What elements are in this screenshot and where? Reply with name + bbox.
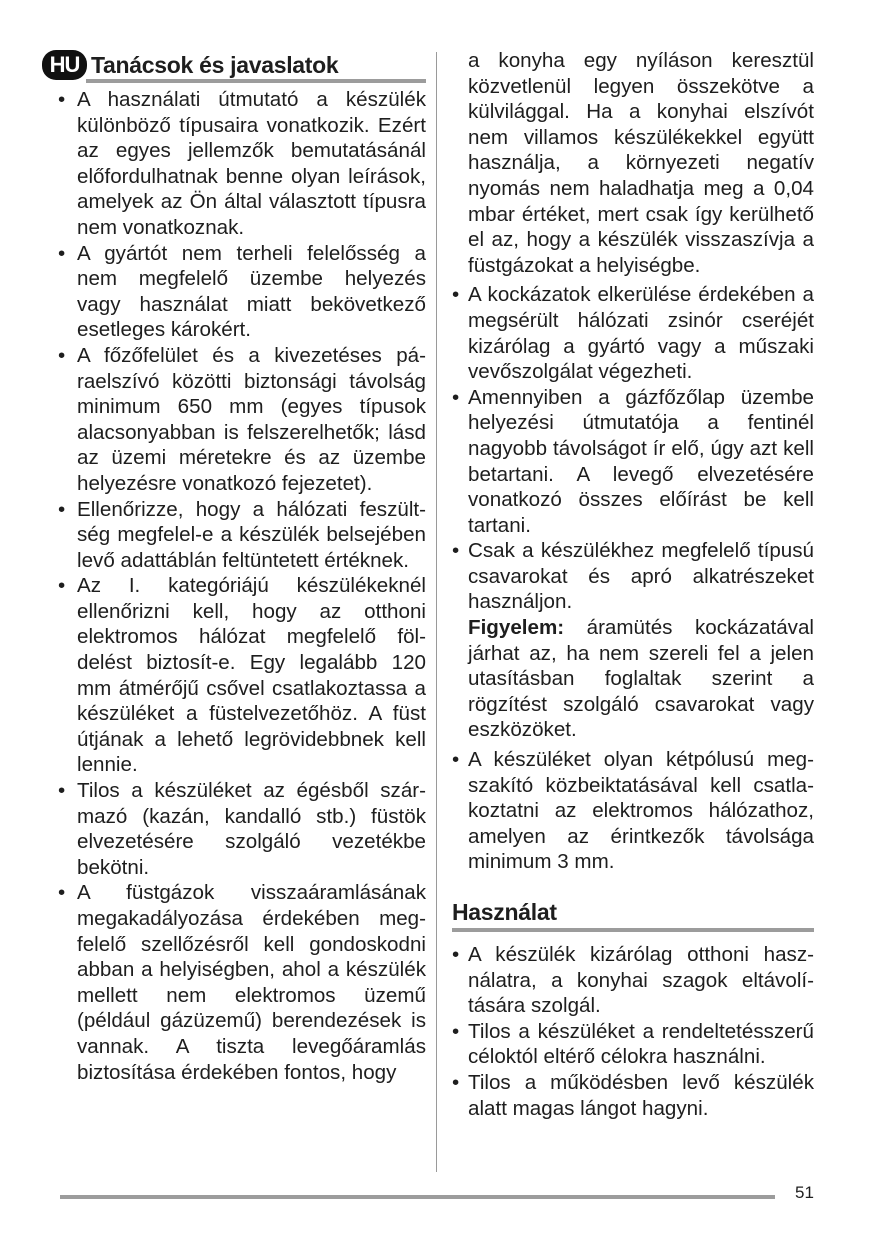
- left-column: [42, 48, 426, 1085]
- list-item: • A készüléket olyan kétpólusú megszakító közbeiktatásával kell csatlakoztatni az elektromos hálózathoz, amelyen az érintkezők távolsága minimum 3 mm.: [452, 747, 814, 875]
- list-item: • A kockázatok elkerülése érdekében a megsérült hálózati zsinór cseréjét kizárólag a gyártó vagy a műszaki vevőszolgálat végezheti.: [452, 282, 814, 384]
- list-item-continuation: a konyha egy nyíláson keresztül közvetlenül legyen összekötve a külvilággal. Ha a konyhai elszívót nem villamos készülékekkel együtt használja, a környezeti negatív nyomás nem haladhatja meg a 0,04 mbar értéket, mert csak így kerülhető el az, hogy a készülék visszaszívja a füstgázokat a helyiségbe.: [468, 49, 814, 277]
- section-title-underline: [452, 928, 814, 932]
- usage-list: [452, 942, 814, 1121]
- section-title-tips: Tanácsok és javaslatok: [91, 51, 339, 78]
- list-item: • A füstgázok visszaáramlásának megakadályozása érdekében megfelelő szellőzésről kell gondoskodni abban a helyiségben, ahol a készülék mellett nem elektromos üzemű (például gázüzemű) berendezések is vannak. A tiszta levegőáramlás biztosítása érdekében fontos, hogy: [42, 880, 426, 1085]
- list-item: • Tilos a készüléket a rendeltetésszerű céloktól eltérő célokra használni.: [452, 1019, 814, 1070]
- warning-text: áramütés kockázatával járhat az, ha nem szereli fel a jelen utasításban foglaltak szerint a rögzítést szolgáló csavarokat vagy eszközöket.: [468, 616, 814, 742]
- section-heading-usage: [452, 899, 814, 932]
- list-item: • Tilos a működésben levő készülék alatt magas lángot hagyni.: [452, 1070, 814, 1121]
- list-item: • Csak a készülékhez megfelelő típusú csavarokat és apró alkatrészeket használjon.: [452, 538, 814, 615]
- tips-list-right: [452, 282, 814, 615]
- warning-note: [452, 615, 814, 743]
- page-number: 51: [795, 1183, 814, 1202]
- language-badge: HU: [42, 50, 87, 80]
- section-title-usage: Használat: [452, 899, 557, 925]
- list-item: • A használati útmutató a készülék különböző típusaira vonatkozik. Ezért az egyes jellemzők bemutatásánál előfordulhatnak benne olyan leírások, amelyek az Ön által választott típusra nem vonatkoznak.: [42, 87, 426, 241]
- warning-label: Figyelem:: [468, 616, 565, 640]
- column-divider: [436, 52, 437, 1172]
- right-column: [452, 48, 814, 1121]
- section-title-underline: [86, 79, 426, 83]
- section-heading-tips: [42, 48, 426, 82]
- list-item: • A készülék kizárólag otthoni használatra, a konyhai szagok eltávolítására szolgál.: [452, 942, 814, 1019]
- tips-list-right-2: [452, 747, 814, 875]
- footer-rule: [60, 1195, 775, 1199]
- list-item: • A gyártót nem terheli felelősség a nem megfelelő üzembe helyezés vagy használat miatt bekövetkező esetleges károkért.: [42, 241, 426, 343]
- tips-list-left: [42, 87, 426, 1085]
- list-item: • Tilos a készüléket az égésből származó (kazán, kandalló stb.) füstök elvezetésére szolgáló vezetékbe bekötni.: [42, 778, 426, 880]
- list-item: • Amennyiben a gázfőzőlap üzembe helyezési útmutatója a fentinél nagyobb távolságot ír elő, úgy azt kell betartani. A levegő elvezetésére vonatkozó összes előírást be kell tartani.: [452, 385, 814, 539]
- list-item: • Az I. kategóriájú készülékeknél ellenőrizni kell, hogy az otthoni elektromos hálózat megfelelő földelést biztosít-e. Egy legalább 120 mm átmérőjű csővel csatlakoztassa a készüléket a füstelvezetőhöz. A füst útjának a lehető legrövidebbnek kell lennie.: [42, 573, 426, 778]
- list-item: • A főzőfelület és a kivezetéses páraelszívó közötti biztonsági távolság minimum 650 mm (egyes típusok alacsonyabban is felszerelhetők; lásd az üzemi méretekre és az üzembe helyezésre vonatkozó fejezetet).: [42, 343, 426, 497]
- list-item: • Ellenőrizze, hogy a hálózati feszültség megfelel-e a készülék belsejében levő adattáblán feltüntetett értéknek.: [42, 497, 426, 574]
